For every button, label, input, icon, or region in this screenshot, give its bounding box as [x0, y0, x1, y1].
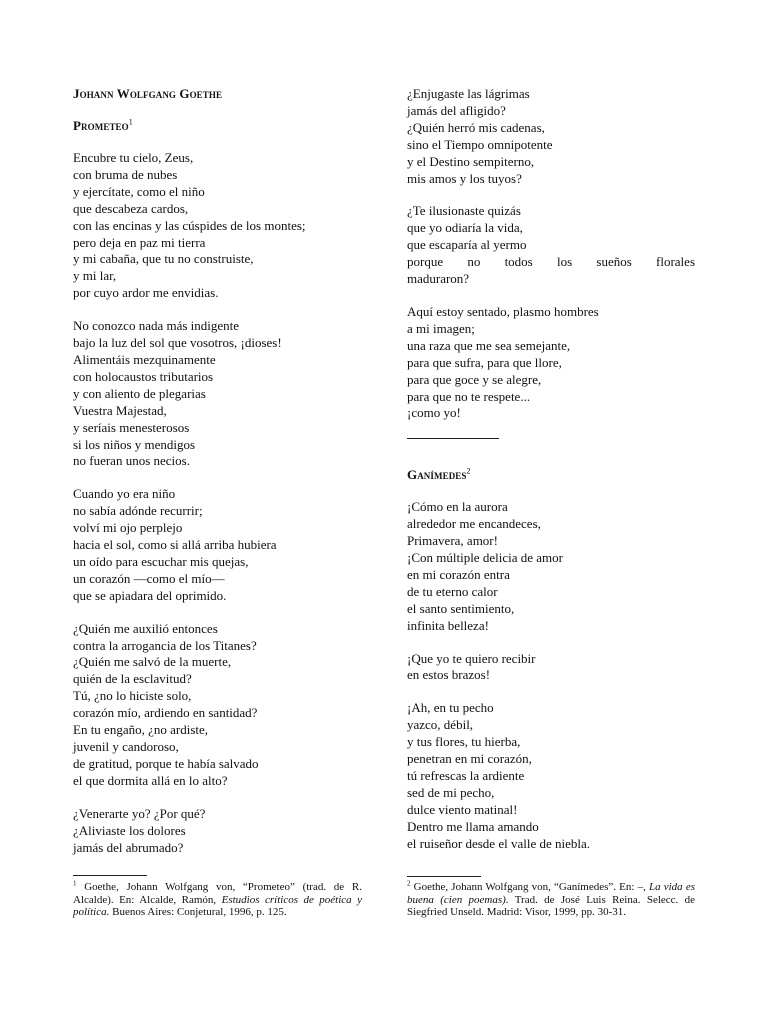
- poem-line: un oído para escuchar mis quejas,: [73, 553, 249, 569]
- poem-line: que se apiadara del oprimido.: [73, 587, 227, 603]
- poem-line: ¿Venerarte yo? ¿Por qué?: [73, 805, 206, 821]
- footnote-ref-1[interactable]: 1: [128, 117, 133, 127]
- footnote-text: Goethe, Johann Wolfgang von, “Ganímedes”. En: –,: [410, 881, 649, 893]
- footnote-book-title: Estudios críticos de poética y política.: [73, 893, 363, 919]
- poem-line-wrapped: porque no todos los sueños florales: [407, 254, 695, 270]
- poem-line: de tu eterno calor: [407, 583, 498, 599]
- stanza: [73, 150, 363, 302]
- poem-line: ¿Quién herró mis cadenas,: [407, 119, 545, 135]
- poem-line: mis amos y los tuyos?: [407, 170, 522, 186]
- poem-line: en estos brazos!: [407, 667, 491, 683]
- footnote-2: [407, 881, 695, 919]
- poem-line: Tú, ¿no lo hiciste solo,: [73, 688, 192, 704]
- stanza-lines: [407, 304, 695, 422]
- poem-line: Primavera, amor!: [407, 533, 498, 549]
- stanza: [73, 806, 363, 857]
- stanza: [407, 203, 695, 288]
- poem-line: ¡Cómo en la aurora: [407, 499, 508, 515]
- poem-line: y ejercítate, como el niño: [73, 183, 205, 199]
- poem-line: y el Destino sempiterno,: [407, 153, 535, 169]
- footnote-number: 2: [407, 879, 411, 888]
- stanza: [73, 486, 363, 604]
- poem-line: y seríais menesterosos: [73, 419, 190, 435]
- stanza: [73, 621, 363, 790]
- poem-line: Dentro me llama amando: [407, 818, 539, 834]
- poem-line: y mi cabaña, que tu no construiste,: [73, 251, 254, 267]
- poem-line-wrapped-continuation: maduraron?: [407, 271, 470, 287]
- poem-line: a mi imagen;: [407, 320, 475, 336]
- poem-line: quién de la esclavitud?: [73, 671, 192, 687]
- poem-line: yazco, débil,: [407, 717, 474, 733]
- poem-line: y mi lar,: [73, 268, 117, 284]
- poem-line: Cuando yo era niño: [73, 486, 176, 502]
- poem-title-text: Prometeo: [73, 118, 129, 133]
- stanza-lines: [407, 86, 695, 187]
- poem-line: si los niños y mendigos: [73, 436, 196, 452]
- stanza: [407, 304, 695, 422]
- footnote-1: [73, 881, 362, 919]
- author-heading: Johann Wolfgang Goethe: [73, 86, 223, 101]
- poem-line: bajo la luz del sol que vosotros, ¡dioses!: [73, 335, 282, 351]
- poem-line: volví mi ojo perplejo: [73, 520, 183, 536]
- poem-line: por cuyo ardor me envidias.: [73, 285, 219, 301]
- footnote-rule-right: [407, 876, 481, 877]
- stanza: [407, 499, 695, 634]
- poem-line: dulce viento matinal!: [407, 801, 518, 817]
- poem-line: con holocaustos tributarios: [73, 368, 214, 384]
- poem-line: contra la arrogancia de los Titanes?: [73, 637, 257, 653]
- poem-line: Vuestra Majestad,: [73, 402, 167, 418]
- stanza-lines: [407, 203, 695, 254]
- poem-line: ¡Que yo te quiero recibir: [407, 650, 536, 666]
- prometeo-stanzas-left: [73, 150, 363, 856]
- poem-line: ¿Enjugaste las lágrimas: [407, 86, 530, 101]
- poem-line: jamás del afligido?: [407, 102, 506, 118]
- poem-line: Encubre tu cielo, Zeus,: [73, 150, 194, 165]
- footnote-text: Trad. de José Luis Reina. Selecc. de Siegfried Unseld. Madrid: Visor, 1999, pp. 30-31.: [407, 893, 696, 919]
- poem-line: para que goce y se alegre,: [407, 371, 542, 387]
- left-column: [73, 86, 363, 872]
- poem-line: ¿Te ilusionaste quizás: [407, 203, 521, 219]
- right-column: [407, 86, 695, 869]
- poem-line: En tu engaño, ¿no ardiste,: [73, 722, 209, 738]
- poem-line: que descabeza cardos,: [73, 200, 189, 216]
- footnote-rule-left: [73, 875, 147, 876]
- stanza: [407, 700, 695, 852]
- poem-separator-rule: [407, 438, 499, 439]
- poem-line: el que dormita allá en lo alto?: [73, 772, 228, 788]
- poem-line: tú refrescas la ardiente: [407, 768, 525, 783]
- poem-line: que escaparía al yermo: [407, 237, 527, 253]
- poem-line: ¿Aliviaste los dolores: [73, 822, 186, 838]
- poem-line: el santo sentimiento,: [407, 600, 515, 616]
- poem-line: sino el Tiempo omnipotente: [407, 136, 553, 152]
- poem-line: jamás del abrumado?: [73, 839, 184, 855]
- poem-line: ¿Quién me auxilió entonces: [73, 620, 218, 636]
- poem-line: para que sufra, para que llore,: [407, 354, 562, 370]
- footnote-ref-2[interactable]: 2: [466, 466, 471, 476]
- poem-line: un corazón —como el mío—: [73, 570, 225, 586]
- stanza: [407, 651, 695, 685]
- poem-line: Aquí estoy sentado, plasmo hombres: [407, 303, 599, 319]
- poem-line: de gratitud, porque te había salvado: [73, 755, 259, 771]
- poem-line: ¡Ah, en tu pecho: [407, 700, 494, 716]
- poem-line: no fueran unos necios.: [73, 453, 190, 469]
- poem-line: para que no te respete...: [407, 388, 531, 404]
- poem-line: el ruiseñor desde el valle de niebla.: [407, 835, 591, 851]
- poem-line: pero deja en paz mi tierra: [73, 234, 206, 250]
- poem-title-ganimedes: [407, 467, 695, 483]
- footnote-book-title: La vida es buena (cien poemas).: [407, 881, 695, 906]
- poem-title-prometeo: [73, 118, 363, 134]
- poem-line: ¡como yo!: [407, 405, 461, 421]
- poem-line: una raza que me sea semejante,: [407, 337, 571, 353]
- poem-line: ¡Con múltiple delicia de amor: [407, 550, 563, 566]
- footnote-text: Goethe, Johann Wolfgang von, “Prometeo” (trad. de R. Alcalde). En: Alcalde, Ramón,: [73, 881, 362, 906]
- poem-line: sed de mi pecho,: [407, 784, 495, 800]
- poem-line: hacia el sol, como si allá arriba hubiera: [73, 537, 277, 553]
- poem-line: Alimentáis mezquinamente: [73, 351, 216, 367]
- poem-line: en mi corazón entra: [407, 566, 510, 582]
- poem-line: y tus flores, tu hierba,: [407, 734, 521, 750]
- ganimedes-stanzas: [407, 499, 695, 852]
- poem-line: juvenil y candoroso,: [73, 739, 179, 754]
- poem-line: penetran en mi corazón,: [407, 751, 532, 767]
- poem-line: infinita belleza!: [407, 617, 489, 633]
- stanza: [73, 318, 363, 470]
- poem-line: No conozco nada más indigente: [73, 318, 240, 334]
- footnote-number: 1: [73, 879, 77, 888]
- poem-title-text: Ganímedes: [407, 467, 467, 483]
- poem-line: que yo odiaría la vida,: [407, 220, 523, 236]
- poem-line: con bruma de nubes: [73, 166, 178, 182]
- poem-line: no sabía adónde recurrir;: [73, 503, 203, 519]
- stanza: [407, 86, 695, 187]
- poem-line: corazón mío, ardiendo en santidad?: [73, 705, 258, 721]
- footnote-text: Buenos Aires: Conjetural, 1996, p. 125.: [109, 906, 287, 919]
- poem-line: ¿Quién me salvó de la muerte,: [73, 654, 232, 670]
- poem-line: alrededor me encandeces,: [407, 516, 541, 532]
- poem-line: y con aliento de plegarias: [73, 385, 206, 401]
- poem-line: con las encinas y las cúspides de los montes;: [73, 217, 306, 233]
